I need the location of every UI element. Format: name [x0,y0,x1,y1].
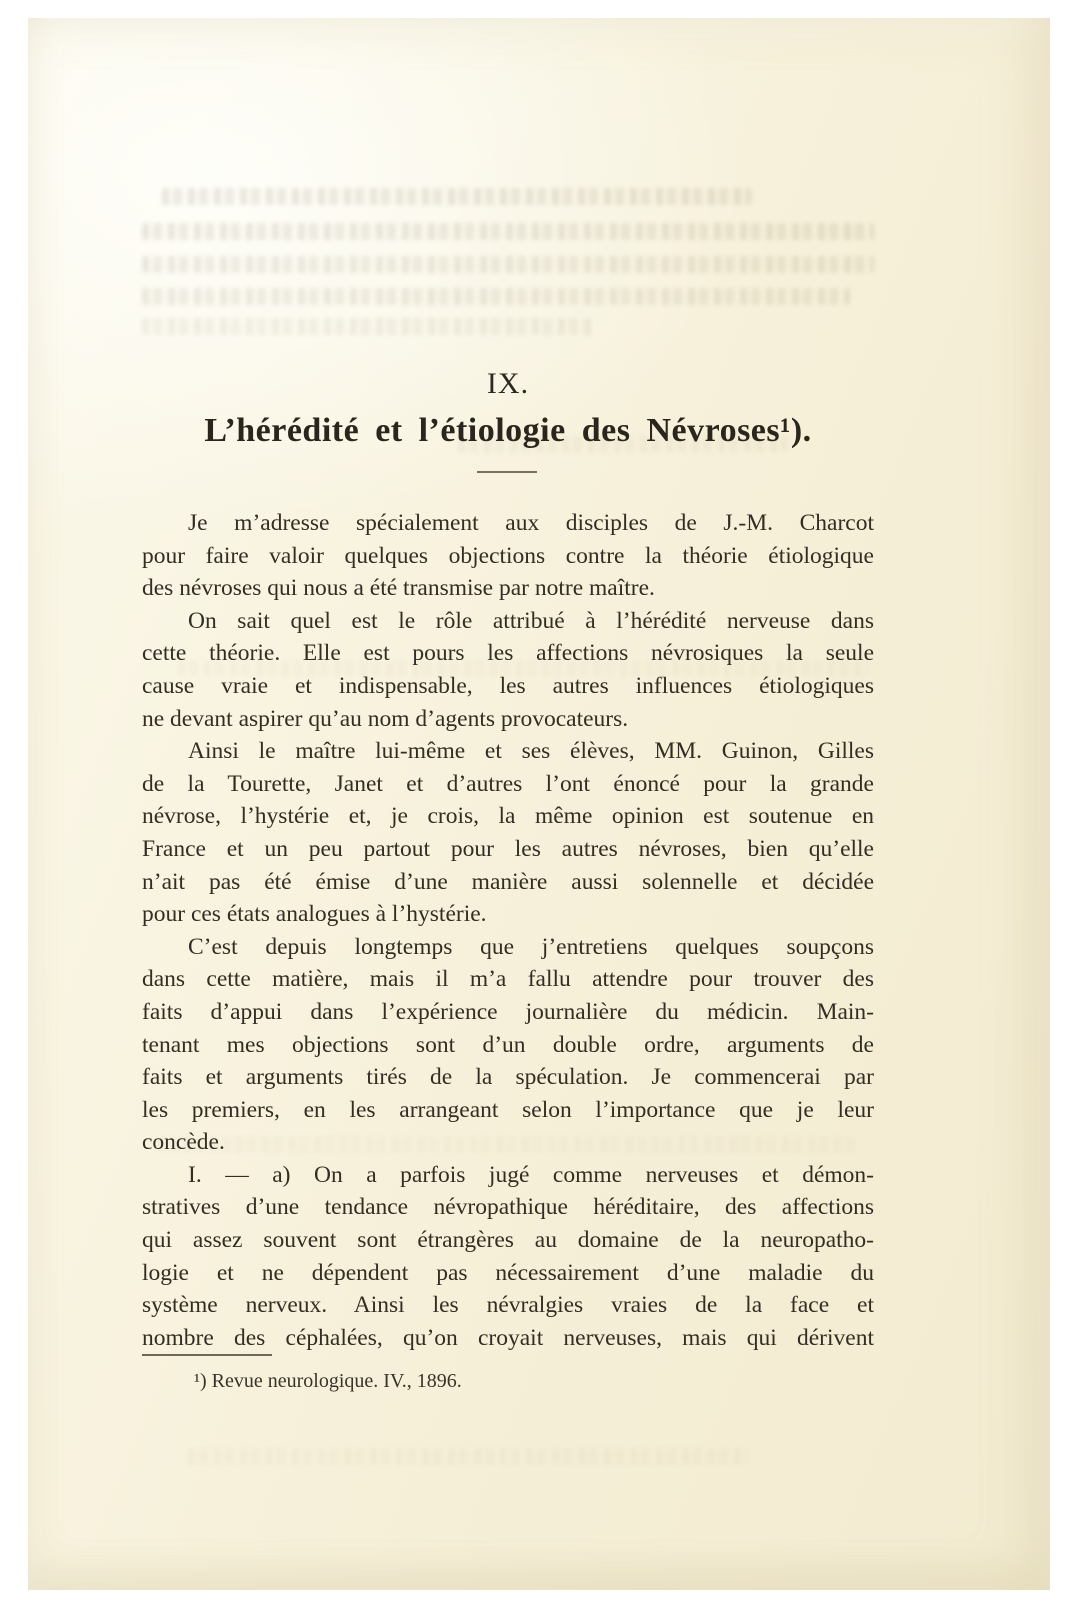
text-line: I. — a) On a parfois jugé comme nerveuses et démon- [188,1161,874,1188]
text-line: cause vraie et indispensable, les autres influences étiologiques [142,672,874,699]
paragraph [142,735,874,931]
text-line: pour ces états analogues à l’hystérie. [142,901,487,928]
paragraph [142,507,874,605]
text-line: nombre des céphalées, qu’on croyait nerveuses, mais qui dérivent [142,1324,874,1351]
text-line: n’ait pas été émise d’une manière aussi solennelle et décidée [142,868,874,895]
text-line: de la Tourette, Janet et d’autres l’ont énoncé pour la grande [142,770,874,797]
text-line: névrose, l’hystérie et, je crois, la même opinion est soutenue en [142,803,874,830]
bleed-through-line [142,256,874,273]
text-line: les premiers, en les arrangeant selon l’importance que je leur [142,1096,874,1123]
bleed-through-line [188,1448,748,1465]
text-line: concède. [142,1129,225,1156]
footnote: ¹) Revue neurologique. IV., 1896. [194,1370,462,1392]
text-line: stratives d’une tendance névropathique héréditaire, des affections [142,1194,874,1221]
text-line: des névroses qui nous a été transmise par notre maître. [142,575,655,602]
section-number: IX. [486,367,530,400]
text-line: dans cette matière, mais il m’a fallu attendre pour trouver des [142,966,874,993]
text-line: faits et arguments tirés de la spéculation. Je commencerai par [142,1064,874,1091]
paragraph [142,1159,874,1355]
text-line: système nerveux. Ainsi les névralgies vraies de la face et [142,1292,874,1319]
bleed-through-line [142,318,592,335]
text-line: qui assez souvent sont étrangères au domaine de la neuropatho- [142,1227,874,1254]
text-line: faits d’appui dans l’expérience journalière du médicin. Main- [142,998,874,1025]
text-line: C’est depuis longtemps que j’entretiens quelques soupçons [188,933,874,960]
text-line: Je m’adresse spécialement aux disciples de J.-M. Charcot [188,510,874,536]
paragraph [142,605,874,735]
footnote-divider [142,1354,272,1356]
text-line: cette théorie. Elle est pours les affections névrosiques la seule [142,640,874,667]
body-text [142,507,874,1354]
text-line: ne devant aspirer qu’au nom d’agents provocateurs. [142,705,629,732]
text-line: logie et ne dépendent pas nécessairement d’une maladie du [142,1259,874,1286]
paragraph [142,931,874,1159]
bleed-through-line [142,288,850,305]
text-line: On sait quel est le rôle attribué à l’hérédité nerveuse dans [188,607,874,634]
text-line: Ainsi le maître lui-même et ses élèves, MM. Guinon, Gilles [188,738,874,765]
bleed-through-line [142,223,874,240]
title-divider [477,471,537,473]
bleed-through-line [162,188,752,205]
book-page [28,18,1050,1590]
chapter-title: L’hérédité et l’étiologie des Névroses¹). [204,412,812,449]
text-line: France et un peu partout pour les autres névroses, bien qu’elle [142,835,874,862]
text-line: pour faire valoir quelques objections contre la théorie étiologique [142,542,874,569]
text-line: tenant mes objections sont d’un double ordre, arguments de [142,1031,874,1058]
